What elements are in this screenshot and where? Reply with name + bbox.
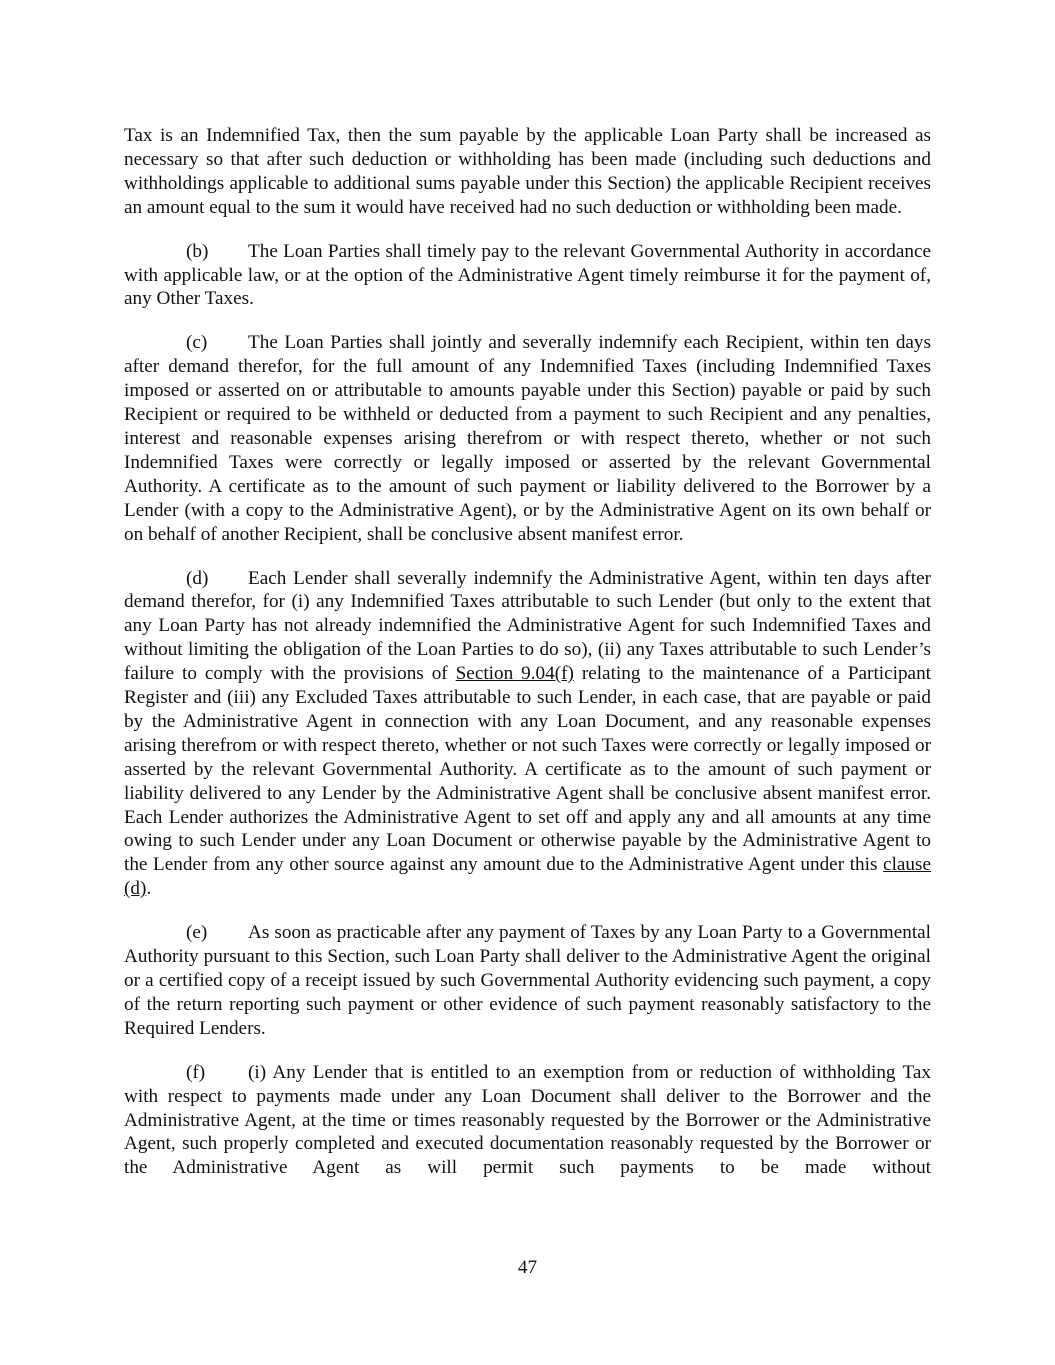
paragraph-continuation: Tax is an Indemnified Tax, then the sum payable by the applicable Loan Party shall be increased as necessary so that after such deduction or withholding has been made (including such deductions and withholdings applicable to additional sums payable under this Section) the applicable Recipient receives an amount equal to the sum it would have received had no such deduction or withholding been made. — [124, 125, 931, 218]
paragraph-label-c: (c) — [186, 332, 208, 354]
paragraph-text-b: The Loan Parties shall timely pay to the relevant Governmental Authority in accordance with applicable law, or at the option of the Administrative Agent timely reimburse it for the payment of, any Other Taxes. — [124, 240, 931, 310]
paragraph-text-d-part3: . — [146, 878, 152, 900]
paragraph-label-b: (b) — [186, 240, 209, 262]
paragraph-label-d: (d) — [186, 567, 209, 589]
paragraph-text-f: (i) Any Lender that is entitled to an exemption from or reduction of withholding Tax with respect to payments made under any Loan Document shall deliver to the Borrower and the Administrative Agent, at the time or times reasonably requested by the Borrower or the Administrative Agent, such properly completed and executed documentation reasonably requested by the Borrower or the Administrative Agent as will permit such payments to be made without — [124, 1061, 931, 1179]
paragraph-text-d-part2: relating to the maintenance of a Participant Register and (iii) any Excluded Taxes attributable to such Lender, in each case, that are payable or paid by the Administrative Agent in connection with any Loan Document, and any reasonable expenses arising therefrom or with respect thereto, whether or not such Taxes were correctly or legally imposed or asserted by the relevant Governmental Authority. A certificate as to the amount of such payment or liability delivered to any Lender by the Administrative Agent shall be conclusive absent manifest error. Each Lender authorizes the Administrative Agent to set off and apply any and all amounts at any time owing to such Lender under any Loan Document or otherwise payable by the Administrative Agent to the Lender from any other source against any amount due to the Administrative Agent under this — [124, 663, 931, 876]
page-number: 47 — [517, 1257, 538, 1278]
paragraph-text-c: The Loan Parties shall jointly and severally indemnify each Recipient, within ten days after demand therefor, for the full amount of any Indemnified Taxes (including Indemnified Taxes imposed or asserted on or attributable to amounts payable under this Section) payable or paid by such Recipient or required to be withheld or deducted from a payment to such Recipient and any penalties, interest and reasonable expenses arising therefrom or with respect thereto, whether or not such Indemnified Taxes were correctly or legally imposed or asserted by the relevant Governmental Authority. A certificate as to the amount of such payment or liability delivered to the Borrower by a Lender (with a copy to the Administrative Agent), or by the Administrative Agent on its own behalf or on behalf of another Recipient, shall be conclusive absent manifest error. — [124, 332, 931, 545]
paragraph-f — [124, 1061, 931, 1181]
clause-d-reference: clause (d) — [124, 854, 931, 900]
document-page — [124, 124, 931, 1200]
paragraph-d — [124, 567, 931, 902]
paragraph-label-e: (e) — [186, 922, 208, 944]
paragraph-text-e: As soon as practicable after any payment of Taxes by any Loan Party to a Governmental Authority pursuant to this Section, such Loan Party shall deliver to the Administrative Agent the original or a certified copy of a receipt issued by such Governmental Authority evidencing such payment, a copy of the return reporting such payment or other evidence of such payment reasonably satisfactory to the Required Lenders. — [124, 922, 931, 1039]
paragraph-text-d-part1: Each Lender shall severally indemnify the Administrative Agent, within ten days after demand therefor, for (i) any Indemnified Taxes attributable to such Lender (but only to the extent that any Loan Party has not already indemnified the Administrative Agent for such Indemnified Taxes and without limiting the obligation of the Loan Parties to do so), (ii) any Taxes attributable to such Lender’s failure to comply with the provisions of — [124, 567, 931, 685]
paragraph-c — [124, 331, 931, 546]
paragraph-b — [124, 240, 931, 312]
paragraph-e — [124, 921, 931, 1041]
paragraph-label-f: (f) — [186, 1061, 206, 1083]
section-9-04-f-reference: Section 9.04(f) — [455, 663, 574, 685]
